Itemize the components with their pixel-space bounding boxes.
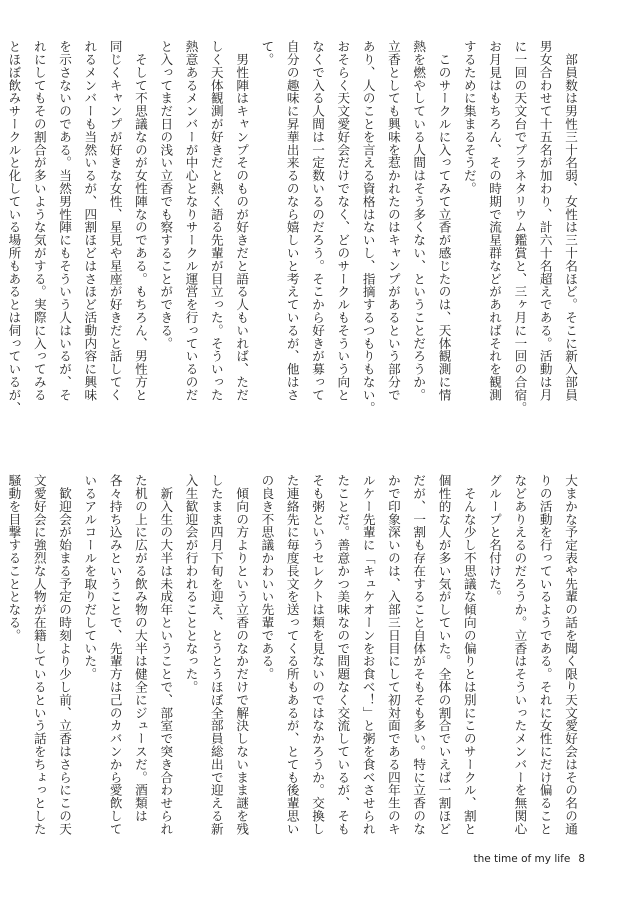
page-footer <box>473 853 585 865</box>
paragraph: このサークルに入ってみて立香が感じたのは、天体観測に情 熱を燃やしている人間はそう多くない、ということだろうか。 立香としても興味を惹かれたのはキャンプがあるという部分で あり、人のことを言える資格はないし、指摘するつもりもない。 おそらく天文愛好会だけでなく、どのサークルもそういう向と なくで入る人間は一定数いるのだろう。そこから好きが募って 自分の趣味に昇華出来るのなら嬉しいと考えているが、他はさ て。 <box>259 40 452 415</box>
paragraph: そんな少し不思議な傾向の偏りとは別にこのサークル、割と 個性的な人が多い気がしていた。全体の割合でいえば一割ほど だが、一割も存在すること自体がそもそも多い。特に立香のな かで印象深いのは、入部三日目にして初対面である四年生のキ ルケー先輩に「キュケオーンをお食べ！」と粥を食べさせられ たことだ。善意かつ美味なので問題なく交流しているが、そも そも粥というセレクトは類を見ないのではなかろうか。交換し た連絡先に毎度長文を送ってくる所もあるが、とても後輩思い の良き不思議かわいい先輩である。 <box>259 474 477 836</box>
paragraph: 歓迎会が始まる予定の時刻より少し前、立香はさらにこの天 文愛好会に強烈な人物が在籍しているという話をちょっとした 騒動を目撃することとなる。 <box>6 474 73 836</box>
page-number: 8 <box>578 853 585 865</box>
paragraph: 男性陣はキャンプそのものが好きだと語る人もいれば、ただ しく天体観測が好きだと熱く語る先輩が目立った。そういった 熱意あるメンバーが中心となりサークル運営を行っているのだ と入ってまだ日の浅い立香でも察することができる。 <box>158 40 250 402</box>
paragraph: そして不思議なのが女性陣なのである。もちろん、男性方と 同じくキャンプが好きな女性、星見や星座が好きだと話してく れるメンバーも当然いるが、四割ほどはさほど活動内容に興味 を示さないのである。当然男性陣にもそういう人はいるが、そ れにしてもその割合が多いような気がする。実際に入ってみる とほぼ飲みサークルと化している場所もあるとは伺っているが、 <box>6 40 148 415</box>
running-title: the time of my life <box>473 853 571 865</box>
bottom-text-block <box>6 474 583 840</box>
paragraph: 部員数は男性三十名弱、女性は三十名ほど。そこに新入部員 男女合わせて十五名が加わり、計六十名超えである。活動は月 に一回の天文台でプラネタリウム鑑賞と、三ヶ月に一回の合宿。 お月見はもちろん、その時期で流星群などがあればそれを観測 するために集まるそうだ。 <box>461 40 578 415</box>
paragraph: 新入生の大半は未成年ということで、部室で突き合わせられ た机の上に広がる飲み物の大半は健全にジュースだ。酒類は 各々持ち込みということで、先輩方は己のカバンから愛飲して いるアルコールを取りだしていた。 <box>82 474 174 836</box>
paragraph: 大まかな予定表や先輩の話を聞く限り天文愛好会はその名の通 りの活動を行っているようである。それに女性にだけ偏ること などありえるのだろうか。立香はそういったメンバーを無関心 グループと名付けた。 <box>487 474 578 836</box>
top-text-block <box>6 40 583 428</box>
paragraph: 傾向の方よりという立香のなかだけで解決しないまま謎を残 したまま四月下旬を迎え、とうとうほぼ全部員総出で迎える新 入生歓迎会が行われることとなった。 <box>183 474 250 836</box>
